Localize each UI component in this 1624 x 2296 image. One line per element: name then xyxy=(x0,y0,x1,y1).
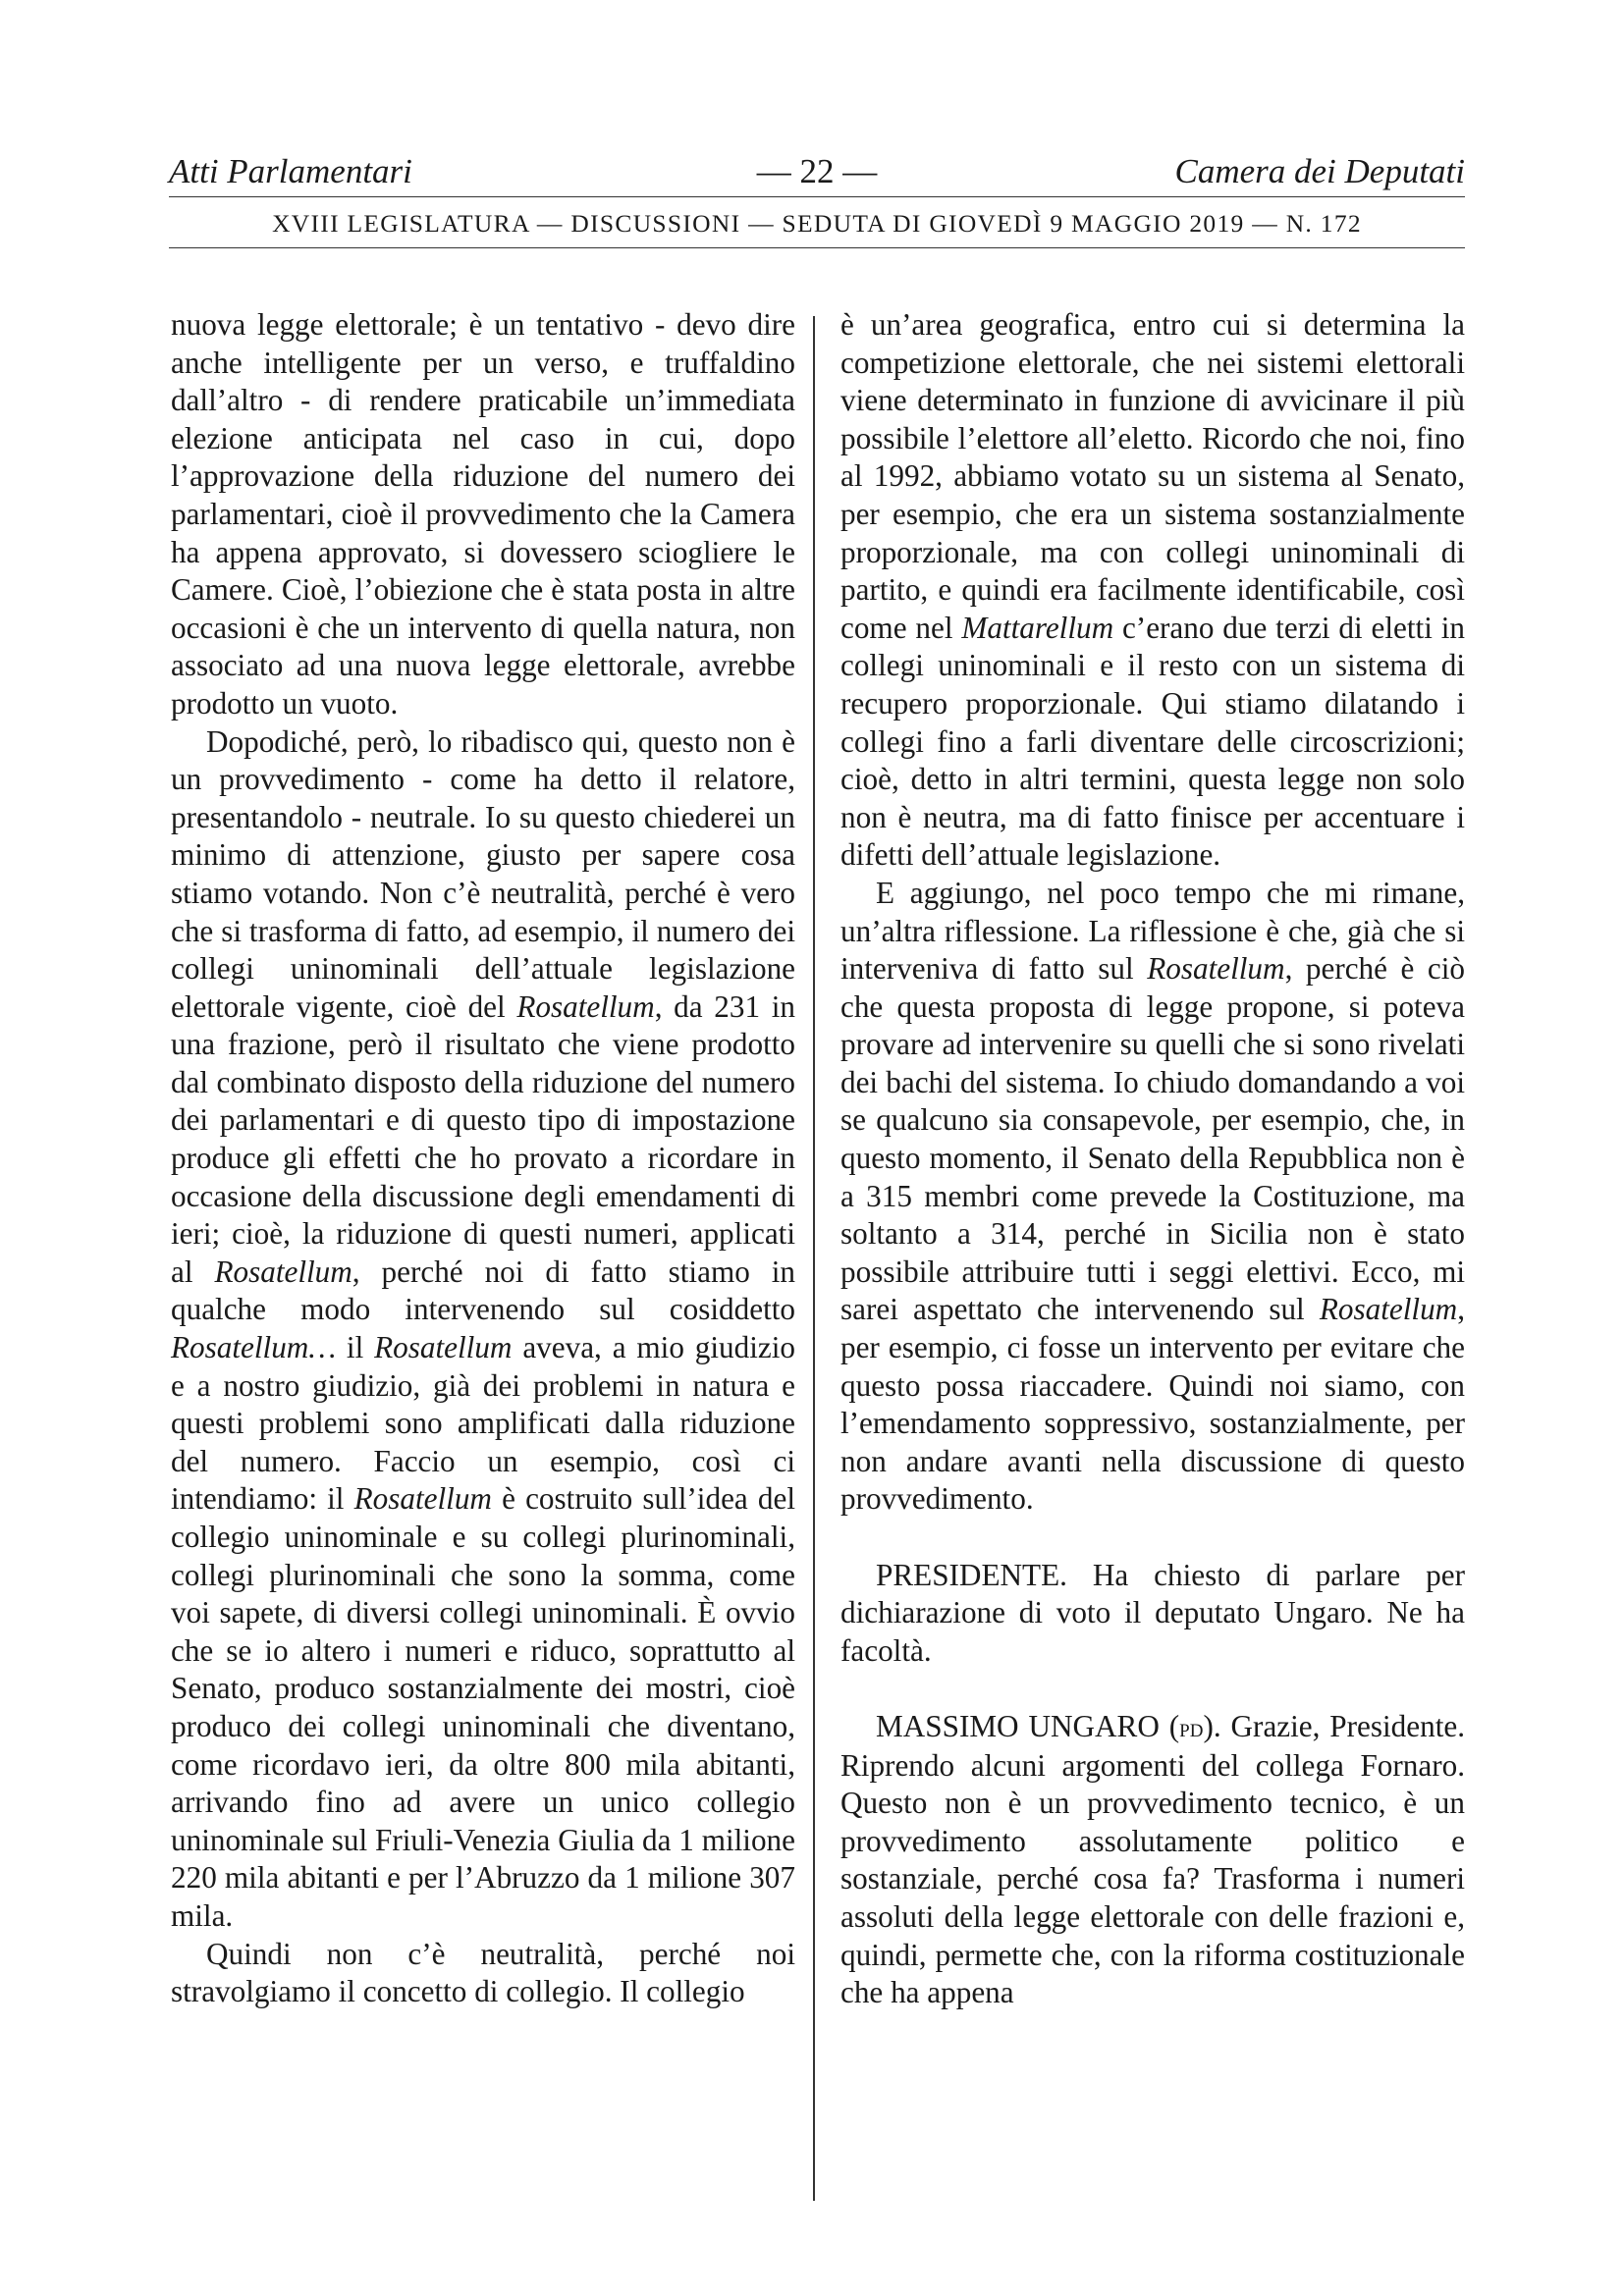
paragraph: è un’area geografica, entro cui si determina la competizione elettorale, che nei sistemi elettorali viene determinato in funzione di avvicinare il più possibile l’elettore all’eletto. Ricordo che noi, fino al 1992, abbiamo votato su un sistema al Senato, per esempio, che era un sistema sostanzialmente proporzionale, ma con collegi uninominali di partito, e quindi era facilmente identificabile, così come nel Mattarellum c’erano due terzi di eletti in collegi uninominali e il resto con un sistema di recupero proporzionale. Qui stiamo dilatando i collegi fino a farli diventare delle circoscrizioni; cioè, detto in altri termini, questa legge non solo non è neutra, ma di fatto finisce per accentuare i difetti dell’attuale legislazione. xyxy=(840,307,1465,873)
session-subtitle: XVIII LEGISLATURA — DISCUSSIONI — SEDUTA DI GIOVEDÌ 9 MAGGIO 2019 — N. 172 xyxy=(272,209,1362,238)
speaker-statement: MASSIMO UNGARO (pd). Grazie, Presidente. Riprendo alcuni argomenti del collega Fornaro. Questo non è un provvedimento tecnico, è un provvedimento assolutamente politico e sostanziale, perché cosa fa? Trasforma i numeri assoluti della legge elettorale con delle frazioni e, quindi, permette che, con la riforma costituzionale che ha appena xyxy=(840,1708,1466,2010)
paragraph: nuova legge elettorale; è un tentativo - devo dire anche intelligente per un verso, e truffaldino dall’altro - di rendere praticabile un’immediata elezione anticipata nel caso in cui, dopo l’approvazione della riduzione del numero dei parlamentari, cioè il provvedimento che la Camera ha appena approvato, si dovessero sciogliere le Camere. Cioè, l’obiezione che è stata posta in altre occasioni è che un intervento di quella natura, non associato ad una nuova legge elettorale, avrebbe prodotto un vuoto. xyxy=(171,307,795,721)
running-header xyxy=(169,149,1465,194)
paragraph: E aggiungo, nel poco tempo che mi rimane, un’altra riflessione. La riflessione è che, già che si interveniva di fatto sul Rosatellum, perché è ciò che questa proposta di legge propone, si poteva provare ad intervenire su quelli che si sono rivelati dei bachi del sistema. Io chiudo domandando a voi se qualcuno sia consapevole, per esempio, che, in questo momento, il Senato della Repubblica non è a 315 membri come prevede la Costituzione, ma soltanto a 314, perché in Sicilia non è stato possibile attribuire tutti i seggi elettivi. Ecco, mi sarei aspettato che intervenendo sul Rosatellum, per esempio, ci fosse un intervento per evitare che questo possa riaccadere. Quindi noi siamo, con l’emendamento soppressivo, sostanzialmente, per non andare avanti nella discussione di questo provvedimento. xyxy=(840,875,1465,1517)
page-number: — 22 — xyxy=(756,152,878,190)
speaker-name: MASSIMO UNGARO xyxy=(876,1708,1160,1743)
president-statement: PRESIDENTE. Ha chiesto di parlare per dichiarazione di voto il deputato Ungaro. Ne ha facoltà. xyxy=(840,1557,1465,1668)
right-column xyxy=(840,306,1465,2012)
header-publication: Atti Parlamentari xyxy=(169,152,412,190)
party-label: pd xyxy=(1179,1712,1204,1742)
header-rule-bottom xyxy=(169,247,1465,248)
header-chamber: Camera dei Deputati xyxy=(1174,152,1465,190)
paragraph: Dopodiché, però, lo ribadisco qui, questo non è un provvedimento - come ha detto il relatore, presentandolo - neutrale. Io su questo chiederei un minimo di attenzione, giusto per sapere cosa stiamo votando. Non c’è neutralità, perché è vero che si trasforma di fatto, ad esempio, il numero dei collegi uninominali dell’attuale legislazione elettorale vigente, cioè del Rosatellum, da 231 in una frazione, però il risultato che viene prodotto dal combinato disposto della riduzione del numero dei parlamentari e di questo tipo di impostazione produce gli effetti che ho provato a ricordare in occasione della discussione degli emendamenti di ieri; cioè, la riduzione di questi numeri, applicati al Rosatellum, perché noi di fatto stiamo in qualche modo intervenendo sul cosiddetto Rosatellum… il Rosatellum aveva, a mio giudizio e a nostro giudizio, già dei problemi in natura e questi problemi sono amplificati dalla riduzione del numero. Faccio un esempio, così ci intendiamo: il Rosatellum è costruito sull’idea del collegio uninominale e su collegi plurinominali, collegi plurinominali che sono la somma, come voi sapete, di diversi collegi uninominali. È ovvio che se io altero i numeri e riduco, soprattutto al Senato, produco sostanzialmente dei mostri, cioè produco dei collegi uninominali che diventano, come ricordavo ieri, da oltre 800 mila abitanti, arrivando fino ad avere un unico collegio uninominale sul Friuli-Venezia Giulia da 1 milione 220 mila abitanti e per l’Abruzzo da 1 milione 307 mila. xyxy=(171,723,796,1933)
header-rule-top xyxy=(169,196,1465,197)
paragraph: Quindi non c’è neutralità, perché noi stravolgiamo il concetto di collegio. Il collegio xyxy=(171,1936,795,2009)
left-column xyxy=(171,306,795,2011)
column-divider xyxy=(813,316,815,2201)
